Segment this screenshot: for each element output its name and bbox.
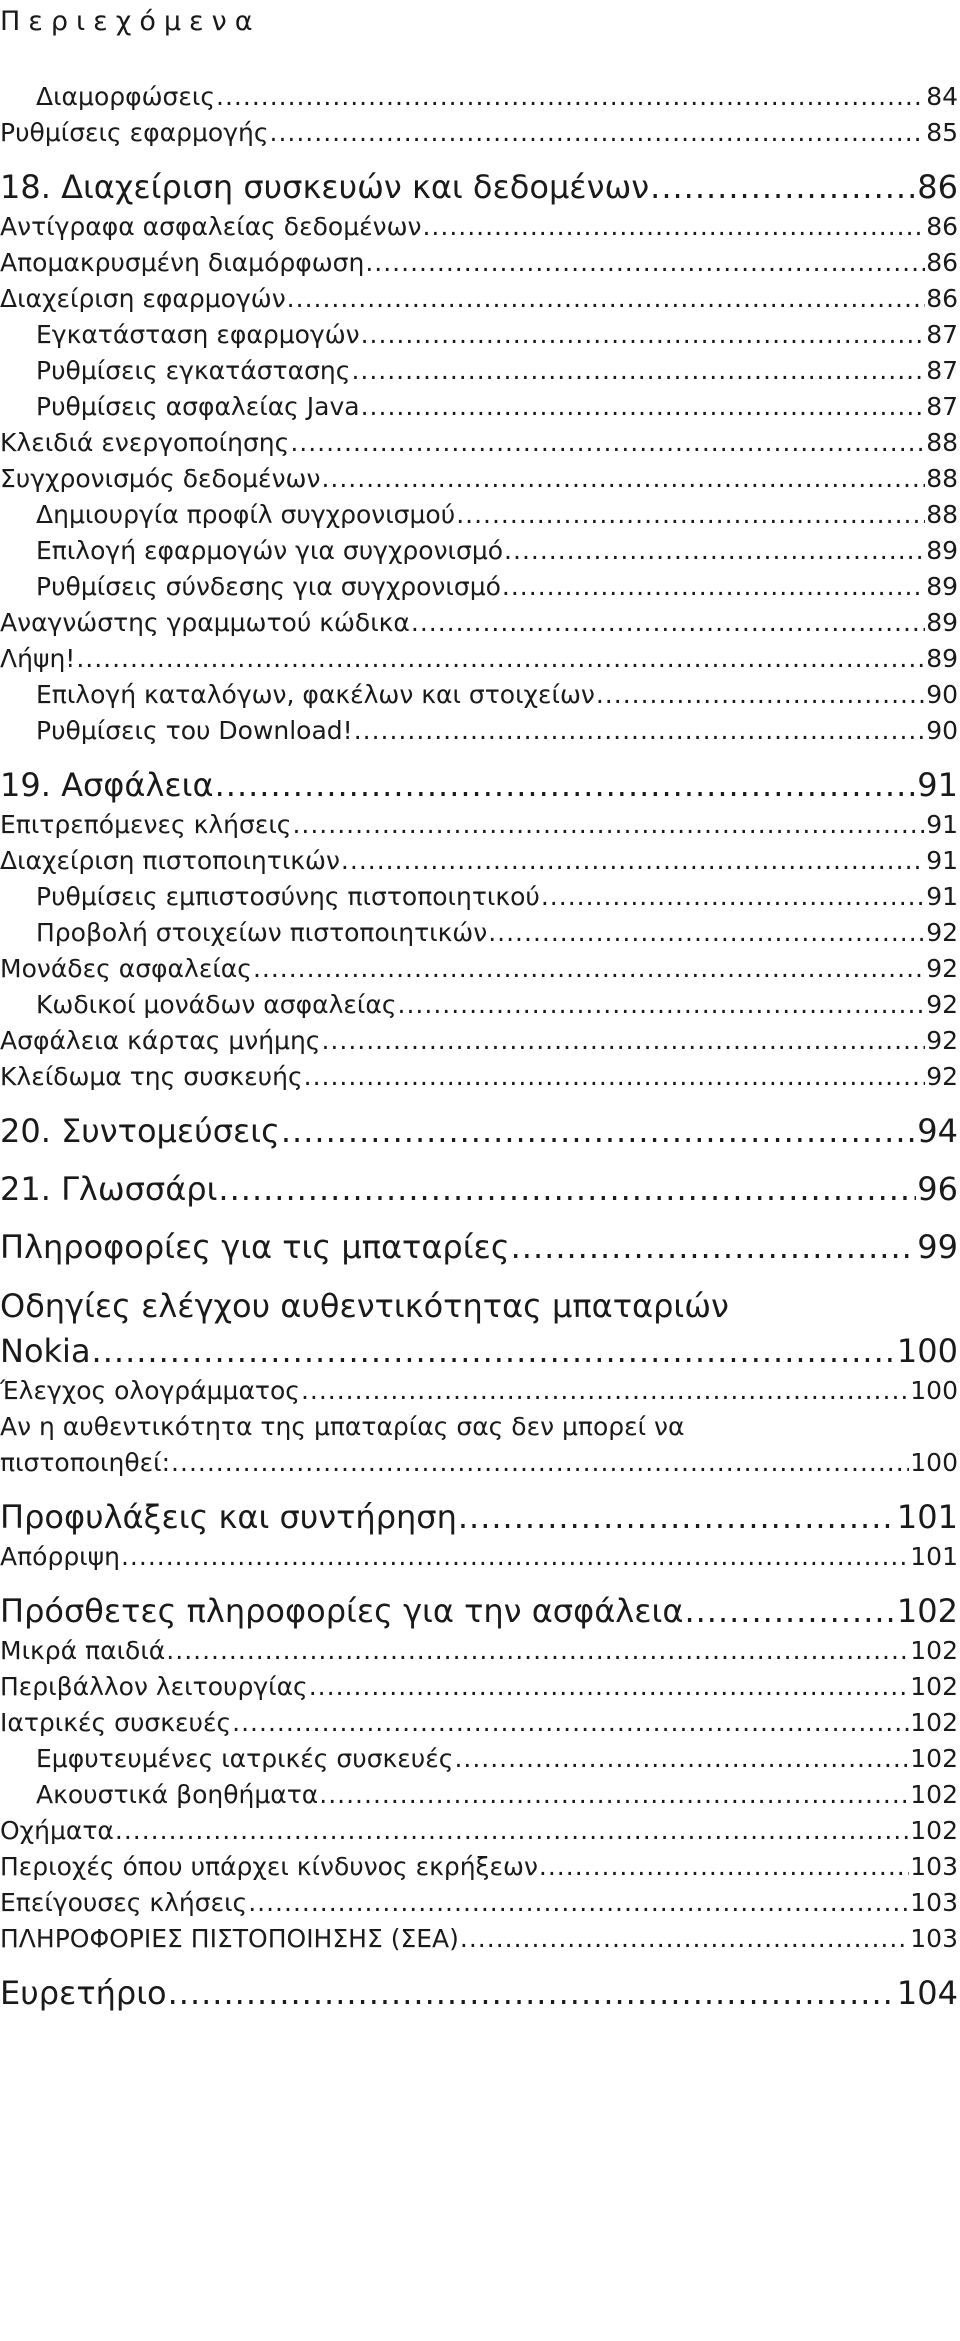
leader-dots — [460, 1921, 909, 1957]
leader-dots — [454, 1741, 909, 1777]
toc-chapter-page: 91 — [917, 766, 958, 804]
toc-chapter-page: 94 — [917, 1112, 958, 1150]
leader-dots — [539, 1849, 909, 1885]
leader-dots — [248, 1885, 909, 1921]
toc-entry-label-line1: Αν η αυθεντικότητα της μπαταρίας σας δεν μπορεί να — [0, 1412, 685, 1441]
toc-entry-label: Δημιουργία προφίλ συγχρονισμού — [36, 500, 456, 529]
toc-chapter[interactable] — [0, 1109, 958, 1153]
toc-entry-label: Ακουστικά βοηθήματα — [36, 1780, 319, 1809]
toc-entry-label: Εγκατάσταση εφαρμογών — [36, 320, 360, 349]
toc-chapter[interactable] — [0, 1495, 958, 1539]
toc-chapter-label: Πρόσθετες πληροφορίες για την ασφάλεια — [0, 1592, 684, 1630]
toc-chapter[interactable] — [0, 1971, 958, 2015]
toc-entry-page: 84 — [926, 82, 958, 111]
toc-entry[interactable] — [0, 1849, 958, 1885]
toc-entry-page: 91 — [926, 882, 958, 911]
leader-dots — [218, 1167, 916, 1211]
toc-entry-page: 86 — [926, 248, 958, 277]
toc-entry-page: 89 — [926, 644, 958, 673]
toc-entry-label: Διαμορφώσεις — [36, 82, 216, 111]
leader-dots — [287, 281, 926, 317]
toc-entry[interactable] — [0, 79, 958, 115]
toc-entry-page: 102 — [910, 1636, 958, 1665]
toc-entry-page: 89 — [926, 572, 958, 601]
toc-chapter-label: 19. Ασφάλεια — [0, 766, 214, 804]
leader-dots — [351, 353, 925, 389]
toc-entry[interactable] — [0, 425, 958, 461]
toc-entry-page: 92 — [926, 918, 958, 947]
toc-entry-label: Συγχρονισμός δεδομένων — [0, 464, 321, 493]
toc-entry-page: 102 — [910, 1708, 958, 1737]
toc-entry-label: Ασφάλεια κάρτας μνήμης — [0, 1026, 321, 1055]
toc-entry-label: Ιατρικές συσκευές — [0, 1708, 232, 1737]
leader-dots — [511, 1225, 917, 1269]
leader-dots — [650, 165, 916, 209]
toc-chapter-page: 104 — [896, 1974, 958, 2012]
toc-chapter-wrapped[interactable] — [0, 1283, 958, 1373]
toc-entry-label: Διαχείριση πιστοποιητικών — [0, 846, 340, 875]
toc-chapter[interactable] — [0, 1167, 958, 1211]
toc-entry-page: 103 — [910, 1924, 958, 1953]
toc-chapter-label: 20. Συντομεύσεις — [0, 1112, 280, 1150]
toc-entry[interactable] — [0, 245, 958, 281]
toc-chapter-page: 99 — [917, 1228, 958, 1266]
toc-entry-label: Διαχείριση εφαρμογών — [0, 284, 286, 313]
leader-dots — [281, 1109, 916, 1153]
toc-entry-label: ΠΛΗΡΟΦΟΡΙΕΣ ΠΙΣΤΟΠΟΙΗΣΗΣ (ΣΕΑ) — [0, 1924, 459, 1953]
leader-dots — [398, 987, 926, 1023]
leader-dots — [684, 1589, 895, 1633]
toc-entry[interactable] — [0, 1885, 958, 1921]
toc-entry[interactable] — [0, 987, 958, 1023]
toc-entry-page: 91 — [926, 846, 958, 875]
toc-entry[interactable] — [0, 533, 958, 569]
toc-entry[interactable] — [0, 1669, 958, 1705]
toc-entry-page: 102 — [910, 1744, 958, 1773]
toc-entry-page: 92 — [926, 1026, 958, 1055]
toc-entry[interactable] — [0, 915, 958, 951]
table-of-contents — [0, 79, 958, 2015]
leader-dots — [321, 1023, 925, 1059]
leader-dots — [253, 951, 925, 987]
leader-dots — [354, 713, 926, 749]
leader-dots — [171, 1445, 909, 1481]
leader-dots — [411, 605, 925, 641]
toc-entry-label: Λήψη! — [0, 644, 76, 673]
toc-entry-label: Ρυθμίσεις σύνδεσης για συγχρονισμό — [36, 572, 501, 601]
toc-entry-label: Κλείδωμα της συσκευής — [0, 1062, 303, 1091]
toc-chapter[interactable] — [0, 1225, 958, 1269]
toc-entry-page: 87 — [926, 392, 958, 421]
toc-entry-label: Ρυθμίσεις του Download! — [36, 716, 353, 745]
leader-dots — [121, 1539, 909, 1575]
toc-entry-label: Ρυθμίσεις εγκατάστασης — [36, 356, 351, 385]
toc-chapter[interactable] — [0, 763, 958, 807]
toc-entry-label: Αντίγραφα ασφαλείας δεδομένων — [0, 212, 422, 241]
toc-entry[interactable] — [0, 807, 958, 843]
toc-chapter[interactable] — [0, 165, 958, 209]
toc-entry-label: Επιλογή εφαρμογών για συγχρονισμό — [36, 536, 504, 565]
toc-entry-label: Ρυθμίσεις εφαρμογής — [0, 118, 269, 147]
leader-dots — [290, 425, 925, 461]
toc-entry-label: Μονάδες ασφαλείας — [0, 954, 252, 983]
toc-entry-page: 103 — [910, 1852, 958, 1881]
toc-entry-page: 86 — [926, 284, 958, 313]
toc-entry-page: 102 — [910, 1816, 958, 1845]
toc-entry[interactable] — [0, 951, 958, 987]
toc-chapter-label: 21. Γλωσσάρι — [0, 1170, 218, 1208]
leader-dots — [115, 1813, 909, 1849]
toc-entry-label: Αναγνώστης γραμμωτού κώδικα — [0, 608, 410, 637]
toc-entry-label: Απομακρυσμένη διαμόρφωση — [0, 248, 365, 277]
toc-chapter-label: Προφυλάξεις και συντήρηση — [0, 1498, 457, 1536]
toc-entry[interactable] — [0, 843, 958, 879]
toc-entry[interactable] — [0, 281, 958, 317]
leader-dots — [166, 1633, 909, 1669]
toc-chapter-page: 101 — [896, 1498, 958, 1536]
toc-entry[interactable] — [0, 1741, 958, 1777]
toc-entry-page: 100 — [910, 1448, 958, 1477]
leader-dots — [168, 1971, 896, 2015]
toc-entry-page: 92 — [926, 990, 958, 1019]
toc-entry-page: 90 — [926, 680, 958, 709]
toc-entry[interactable] — [0, 353, 958, 389]
toc-entry-page: 101 — [910, 1542, 958, 1571]
leader-dots — [301, 1373, 909, 1409]
leader-dots — [502, 569, 925, 605]
toc-entry[interactable] — [0, 389, 958, 425]
toc-entry[interactable] — [0, 641, 958, 677]
toc-entry-page: 85 — [926, 118, 958, 147]
toc-chapter-page: 102 — [896, 1592, 958, 1630]
toc-entry[interactable] — [0, 317, 958, 353]
toc-entry-page: 92 — [926, 954, 958, 983]
toc-entry-page: 91 — [926, 810, 958, 839]
toc-entry[interactable] — [0, 461, 958, 497]
toc-entry[interactable] — [0, 879, 958, 915]
toc-entry-page: 89 — [926, 536, 958, 565]
toc-entry-label: Οχήματα — [0, 1816, 114, 1845]
leader-dots — [365, 245, 925, 281]
toc-entry-page: 102 — [910, 1780, 958, 1809]
leader-dots — [422, 209, 925, 245]
leader-dots — [319, 1777, 909, 1813]
toc-entry[interactable] — [0, 1813, 958, 1849]
toc-entry-label: Έλεγχος ολογράμματος — [0, 1376, 300, 1405]
toc-entry-label: Ρυθμίσεις εμπιστοσύνης πιστοποιητικού — [36, 882, 540, 911]
leader-dots — [304, 1059, 926, 1095]
leader-dots — [456, 497, 925, 533]
toc-entry-page: 90 — [926, 716, 958, 745]
leader-dots — [309, 1669, 910, 1705]
toc-entry[interactable] — [0, 605, 958, 641]
toc-entry-page: 100 — [910, 1376, 958, 1405]
toc-entry-label: Περιοχές όπου υπάρχει κίνδυνος εκρήξεων — [0, 1852, 538, 1881]
toc-entry[interactable] — [0, 1539, 958, 1575]
leader-dots — [292, 807, 925, 843]
toc-entry-label: Μικρά παιδιά — [0, 1636, 166, 1665]
toc-entry-page: 88 — [926, 464, 958, 493]
toc-entry-page: 87 — [926, 356, 958, 385]
leader-dots — [361, 389, 926, 425]
toc-entry-page: 103 — [910, 1888, 958, 1917]
toc-entry[interactable] — [0, 1633, 958, 1669]
page-header-title: Περιεχόμενα — [0, 6, 261, 37]
toc-entry[interactable] — [0, 713, 958, 749]
toc-entry-page: 87 — [926, 320, 958, 349]
leader-dots — [361, 317, 926, 353]
leader-dots — [92, 1329, 896, 1373]
toc-entry[interactable] — [0, 497, 958, 533]
toc-chapter-label-line2: Nokia — [0, 1332, 91, 1370]
toc-entry-label: Απόρριψη — [0, 1542, 120, 1571]
toc-chapter-label: Ευρετήριο — [0, 1974, 167, 2012]
toc-entry-page: 92 — [926, 1062, 958, 1091]
leader-dots — [216, 79, 925, 115]
toc-entry-label: Ρυθμίσεις ασφαλείας Java — [36, 392, 360, 421]
leader-dots — [488, 915, 925, 951]
toc-entry-label: Περιβάλλον λειτουργίας — [0, 1672, 308, 1701]
toc-entry-label-line2: πιστοποιηθεί: — [0, 1448, 171, 1477]
toc-chapter-page: 100 — [896, 1332, 958, 1370]
toc-entry-label: Επείγουσες κλήσεις — [0, 1888, 248, 1917]
toc-chapter-label-line1: Οδηγίες ελέγχου αυθεντικότητας μπαταριών — [0, 1287, 729, 1325]
toc-entry-label: Επιτρεπόμενες κλήσεις — [0, 810, 292, 839]
toc-chapter-label: Πληροφορίες για τις μπαταρίες — [0, 1228, 510, 1266]
toc-entry[interactable] — [0, 1705, 958, 1741]
toc-entry-page: 86 — [926, 212, 958, 241]
leader-dots — [215, 763, 917, 807]
leader-dots — [232, 1705, 909, 1741]
toc-entry[interactable] — [0, 1059, 958, 1095]
toc-entry-page: 88 — [926, 500, 958, 529]
toc-entry-page: 89 — [926, 608, 958, 637]
toc-entry-label: Κωδικοί μονάδων ασφαλείας — [36, 990, 397, 1019]
toc-entry[interactable] — [0, 1777, 958, 1813]
leader-dots — [76, 641, 925, 677]
toc-entry[interactable] — [0, 115, 958, 151]
toc-entry-label: Επιλογή καταλόγων, φακέλων και στοιχείων — [36, 680, 595, 709]
toc-entry-page: 88 — [926, 428, 958, 457]
toc-entry[interactable] — [0, 1373, 958, 1409]
leader-dots — [541, 879, 925, 915]
toc-chapter-label: 18. Διαχείριση συσκευών και δεδομένων — [0, 168, 650, 206]
toc-chapter[interactable] — [0, 1589, 958, 1633]
toc-entry[interactable] — [0, 677, 958, 713]
toc-chapter-page: 96 — [917, 1170, 958, 1208]
toc-entry-page: 102 — [910, 1672, 958, 1701]
toc-entry-label: Προβολή στοιχείων πιστοποιητικών — [36, 918, 488, 947]
toc-entry[interactable] — [0, 1023, 958, 1059]
leader-dots — [321, 461, 925, 497]
leader-dots — [270, 115, 926, 151]
toc-entry-wrapped[interactable] — [0, 1409, 958, 1481]
leader-dots — [341, 843, 925, 879]
toc-entry-label: Κλειδιά ενεργοποίησης — [0, 428, 290, 457]
toc-entry[interactable] — [0, 209, 958, 245]
leader-dots — [504, 533, 925, 569]
toc-chapter-page: 86 — [917, 168, 958, 206]
leader-dots — [458, 1495, 896, 1539]
toc-entry-label: Εμφυτευμένες ιατρικές συσκευές — [36, 1744, 454, 1773]
toc-entry[interactable] — [0, 569, 958, 605]
toc-entry[interactable] — [0, 1921, 958, 1957]
leader-dots — [596, 677, 925, 713]
